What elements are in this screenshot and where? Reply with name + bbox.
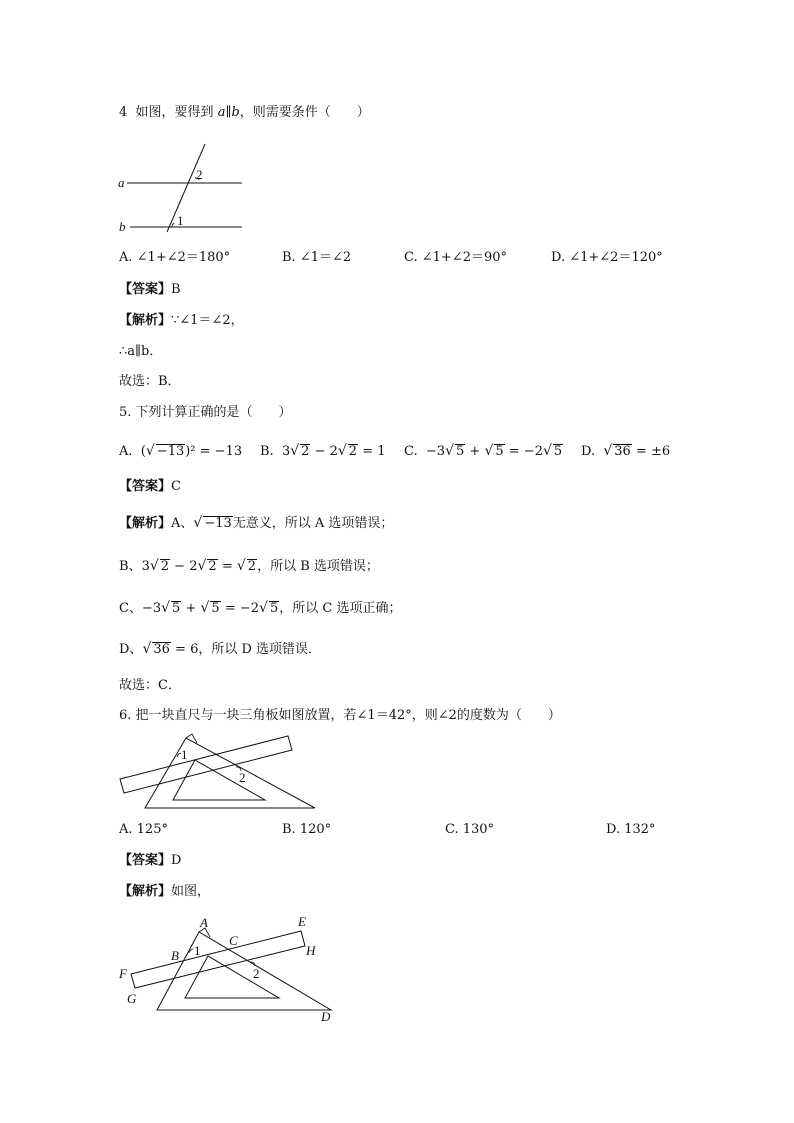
- label-b: b: [119, 219, 126, 234]
- q4-option-c[interactable]: C. ∠1+∠2＝90°: [404, 250, 508, 265]
- sqrt-icon: √: [259, 600, 268, 616]
- q4-option-b[interactable]: B. ∠1＝∠2: [282, 250, 352, 265]
- q5-option-c[interactable]: [404, 442, 563, 461]
- analysis-tag: 【解析】: [119, 884, 172, 899]
- radicand: 2: [301, 444, 310, 459]
- expr-tail: = 1: [358, 444, 386, 459]
- option-letter: D.: [581, 444, 596, 459]
- paren: (: [140, 444, 146, 459]
- expr-tail: = ±6: [631, 444, 671, 459]
- radicand: 5: [495, 444, 504, 459]
- coef: −3: [425, 444, 446, 459]
- operator: = −2: [504, 444, 543, 459]
- operator: +: [181, 601, 201, 616]
- sqrt-icon: √: [484, 443, 494, 459]
- analysis-text: ，所以 D 选项错误．: [198, 642, 322, 657]
- label-point-g: G: [127, 991, 137, 1006]
- q4-stem-text: 如图，要得到: [135, 105, 214, 120]
- radicand: 5: [455, 444, 465, 459]
- radicand: 5: [172, 601, 181, 616]
- q4-option-a[interactable]: A. ∠1+∠2＝180°: [119, 250, 231, 265]
- radicand: 2: [160, 559, 170, 574]
- q5-answer: [119, 478, 181, 496]
- q5-analysis-a: [119, 514, 393, 533]
- sqrt-icon: √: [290, 443, 300, 459]
- answer-value: C: [171, 479, 181, 494]
- outer-triangle: [145, 738, 315, 808]
- analysis-tag: 【解析】: [119, 516, 172, 531]
- option-letter: C.: [404, 444, 418, 459]
- q4-stem: [119, 104, 370, 122]
- label-angle-2: 2: [196, 167, 203, 182]
- sqrt-icon: √: [161, 600, 171, 616]
- item-prefix: A、: [171, 516, 194, 531]
- q6-stem: 6. 把一块直尺与一块三角板如图放置，若∠1＝42°，则∠2的度数为（ ）: [119, 708, 561, 723]
- q4-stem-suffix: ，则需要条件（ ）: [239, 105, 370, 120]
- q4-stem-relation: a∥b: [217, 105, 240, 120]
- ruler: [120, 736, 292, 793]
- q4-conclusion: 故选：B．: [119, 374, 181, 389]
- sqrt-icon: √: [236, 558, 246, 574]
- operator: = −2: [220, 601, 260, 616]
- sqrt-icon: √: [142, 641, 152, 657]
- q6-option-d[interactable]: D. 132°: [606, 822, 656, 837]
- radicand: 2: [348, 444, 358, 459]
- radicand: 36: [153, 642, 170, 657]
- answer-value: B: [171, 282, 181, 297]
- q5-stem: 5. 下列计算正确的是（ ）: [119, 405, 292, 420]
- q6-labeled-figure: [115, 912, 340, 1024]
- analysis-text: 无意义，所以 A 选项错误；: [232, 516, 394, 531]
- q6-analysis: [119, 883, 210, 901]
- label-point-b: B: [171, 948, 179, 963]
- radicand: −13: [156, 444, 185, 459]
- q4-answer: [119, 281, 181, 299]
- operator: = 6: [170, 642, 199, 657]
- label-angle-1: 1: [177, 213, 184, 228]
- answer-tag: 【答案】: [119, 853, 172, 868]
- q6-option-b[interactable]: B. 120°: [282, 822, 332, 837]
- q5-option-d[interactable]: [581, 442, 670, 461]
- label-point-c: C: [229, 933, 238, 948]
- label-angle-2: 2: [253, 966, 260, 981]
- coef: 3: [141, 559, 150, 574]
- q6-answer: [119, 852, 181, 870]
- radicand: 2: [208, 559, 217, 574]
- sqrt-icon: √: [197, 558, 207, 574]
- q4-option-d[interactable]: D. ∠1+∠2＝120°: [551, 250, 663, 265]
- sqrt-icon: √: [603, 443, 613, 459]
- coef: 3: [281, 444, 291, 459]
- item-prefix: B、: [119, 559, 142, 574]
- q5-conclusion: 故选：C．: [119, 678, 181, 693]
- option-letter: A.: [119, 444, 133, 459]
- item-prefix: D、: [119, 642, 143, 657]
- option-letter: B.: [260, 444, 274, 459]
- radicand: 5: [553, 444, 563, 459]
- label-angle-1: 1: [181, 747, 188, 762]
- q6-figure: [115, 730, 325, 815]
- operator: − 2: [310, 444, 338, 459]
- operator: =: [217, 559, 237, 574]
- item-prefix: C、: [119, 601, 142, 616]
- inner-triangle: [185, 956, 279, 998]
- analysis-text: ，所以 C 选项正确；: [279, 601, 402, 616]
- expr-tail: )² = −13: [185, 444, 243, 459]
- sqrt-icon: √: [200, 600, 210, 616]
- radicand: 5: [211, 601, 220, 616]
- label-point-a: A: [200, 915, 208, 930]
- sqrt-icon: √: [149, 558, 159, 574]
- analysis-text: 如图，: [171, 884, 211, 899]
- transversal: [167, 144, 205, 232]
- q5-option-b[interactable]: [260, 442, 386, 461]
- q5-analysis-c: [119, 599, 401, 618]
- radicand: 2: [247, 559, 257, 574]
- q5-analysis-d: [119, 640, 321, 659]
- radicand: −13: [204, 516, 232, 531]
- sqrt-icon: √: [337, 443, 347, 459]
- q6-option-a[interactable]: A. 125°: [119, 822, 168, 837]
- analysis-text: ∵∠1＝∠2，: [171, 313, 244, 328]
- inner-triangle: [173, 760, 265, 800]
- sqrt-icon: √: [542, 443, 552, 459]
- q4-number: 4: [119, 105, 128, 120]
- analysis-tag: 【解析】: [119, 313, 172, 328]
- sqrt-icon: √: [445, 443, 454, 459]
- operator: − 2: [170, 559, 198, 574]
- analysis-text: ，所以 B 选项错误；: [257, 559, 379, 574]
- operator: +: [465, 444, 485, 459]
- radicand: 36: [614, 444, 631, 459]
- answer-tag: 【答案】: [119, 479, 172, 494]
- q6-option-c[interactable]: C. 130°: [445, 822, 495, 837]
- label-angle-1: 1: [194, 943, 201, 958]
- label-point-h: H: [306, 943, 316, 958]
- coef: −3: [141, 601, 162, 616]
- q4-analysis-2: ∴a∥b．: [119, 344, 163, 359]
- label-point-e: E: [298, 914, 306, 929]
- sqrt-icon: √: [193, 515, 203, 531]
- q4-analysis: [119, 312, 244, 330]
- q5-option-a[interactable]: [119, 442, 242, 461]
- sqrt-icon: √: [145, 443, 155, 459]
- answer-tag: 【答案】: [119, 282, 172, 297]
- label-angle-2: 2: [239, 770, 246, 785]
- label-point-d: D: [321, 1009, 331, 1024]
- label-a: a: [118, 175, 125, 190]
- q4-figure: [115, 140, 250, 235]
- radicand: 5: [269, 601, 279, 616]
- label-point-f: F: [119, 966, 127, 981]
- angle-1-arc: [172, 223, 174, 227]
- answer-value: D: [171, 853, 182, 868]
- q5-analysis-b: [119, 557, 379, 576]
